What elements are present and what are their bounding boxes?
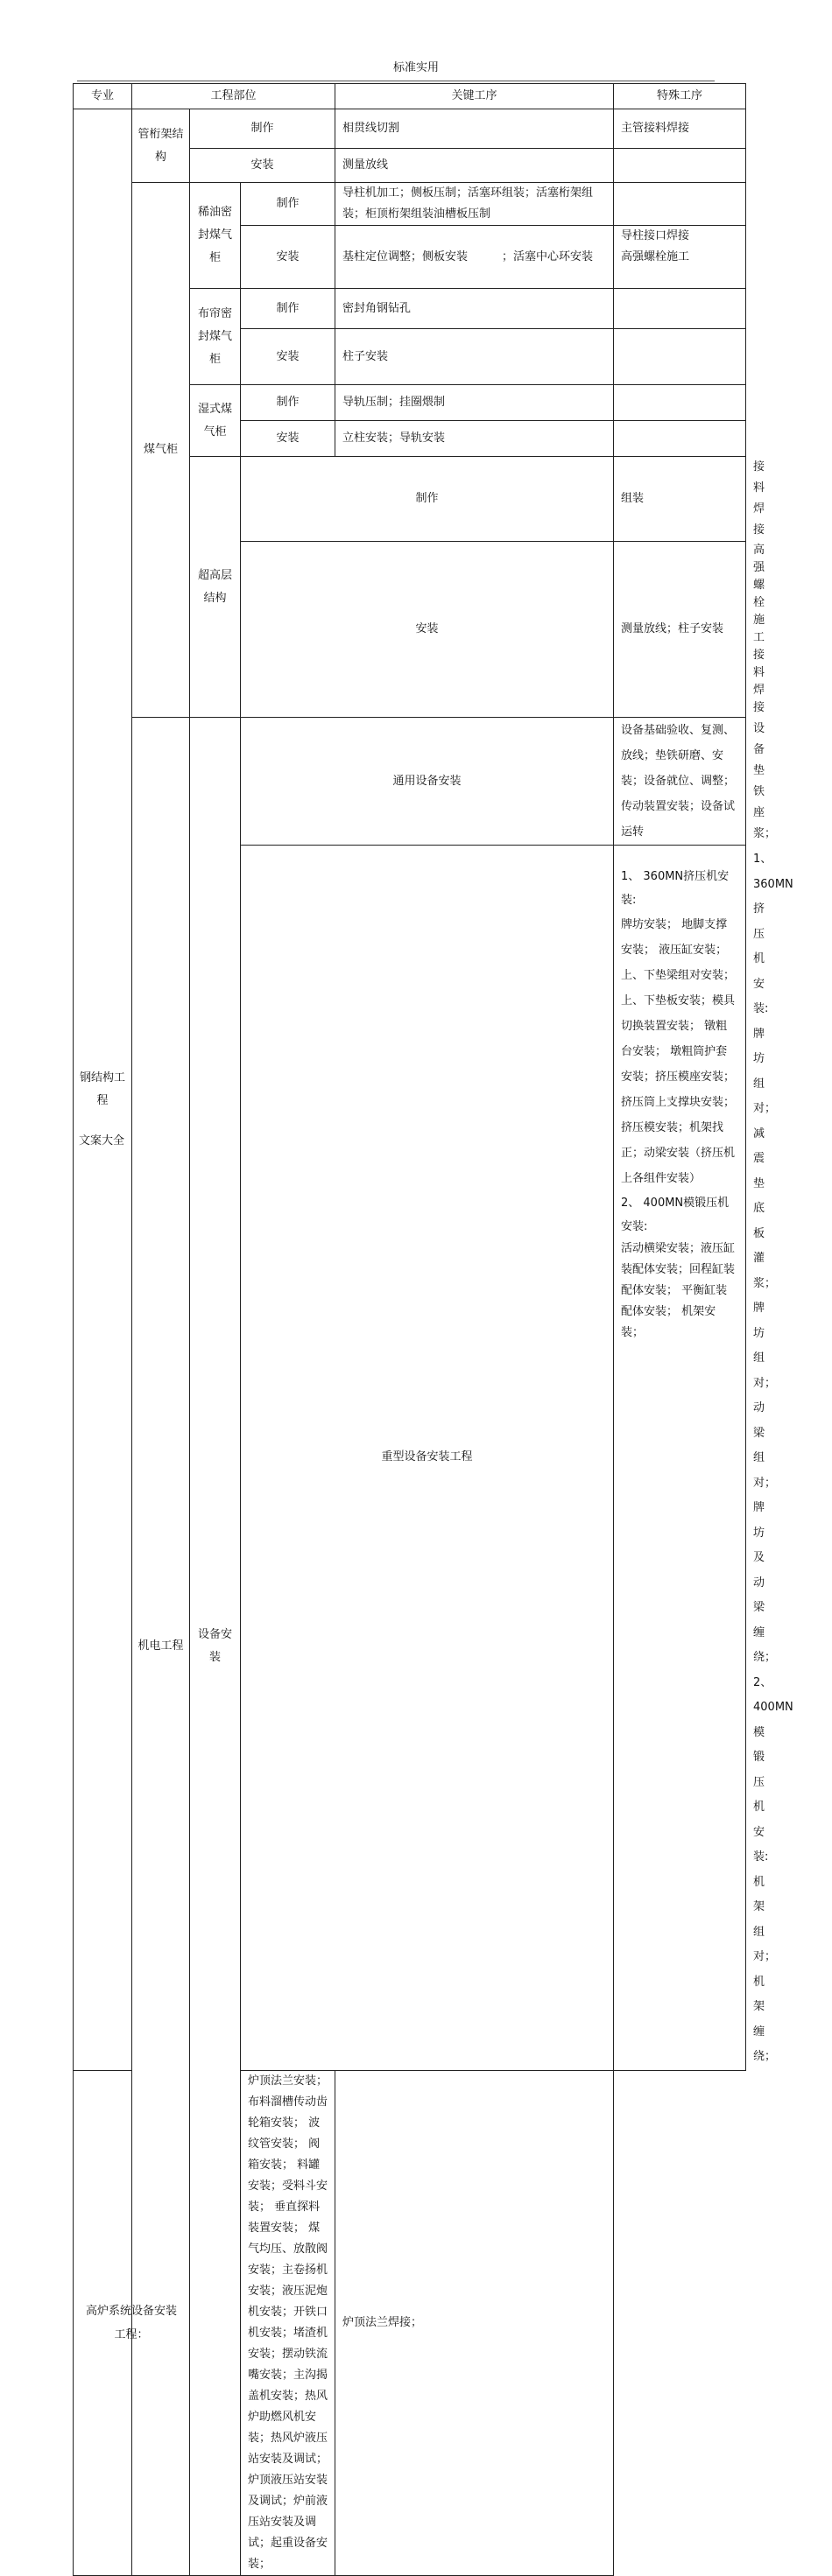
steel-category-cell: 钢结构工程 [74, 109, 132, 2071]
oil-seal-install-special [614, 226, 746, 289]
equipment-install-cell: 设备安装 [190, 718, 241, 2576]
oil-seal-install-label: 安装 [241, 226, 335, 289]
wet-install-special [614, 421, 746, 457]
oil-seal-make-special [614, 183, 746, 226]
curtain-seal-install-label: 安装 [241, 329, 335, 385]
table-row [74, 2070, 746, 2575]
curtain-seal-install-special [614, 329, 746, 385]
table-row: 机电工程 设备安装 通用设备安装 设备基础验收、复测、放线；垫铁研磨、安装；设备就位、调整；传动装置安装；设备试运转 设备垫铁座浆； [74, 718, 746, 846]
oil-seal-holder-cell: 稀油密封煤气柜 [190, 183, 241, 289]
heavy-key-item-1-body: 牌坊安装； 地脚支撑安装； 液压缸安装； 上、下垫梁组对安装；上、下垫板安装；模具切换装置安装； 镦粗台安装； 墩粗筒护套安装；挤压模座安装；挤压筒上支撑块安装；挤压模安装；机架找正；动梁安装（挤压机上各组件安装） [621, 918, 736, 1185]
header-key-process: 关键工序 [335, 84, 614, 109]
table-header-row [74, 84, 746, 109]
blast-furnace-key: 炉顶法兰安装；布料溜槽传动齿轮箱安装； 波纹管安装； 阀箱安装； 料罐安装；受料斗安装； 垂直探料装置安装； 煤气均压、放散阀安装；主卷扬机安装；液压泥炮机安装；开铁口机安装；堵渣机安装；摆动铁流嘴安装；主沟揭盖机安装；热风炉助燃风机安装；热风炉液压站安装及调试；炉顶液压站安装及调试；炉前液压站安装及调试；起重设备安装； [241, 2070, 335, 2575]
high-rise-install-key: 测量放线；柱子安装 [614, 542, 746, 718]
heavy-equipment-key [614, 846, 746, 2071]
wet-make-label: 制作 [241, 385, 335, 421]
oil-seal-special-line-1: 导柱接口焊接 [621, 229, 690, 242]
table-row: 安装 测量放线；柱子安装 高强螺栓施工 接料焊接 [74, 542, 746, 718]
header-location: 工程部位 [132, 84, 335, 109]
table-row [74, 183, 746, 226]
heavy-key-item-2-title: 2、 400MN模锻压机安装: [621, 1197, 730, 1233]
curtain-seal-make-special [614, 289, 746, 329]
wet-install-key: 立柱安装；导轨安装 [335, 421, 614, 457]
header-special-process: 特殊工序 [614, 84, 746, 109]
oil-seal-install-key: 基柱定位调整；侧板安装 ；活塞中心环安装 [335, 226, 614, 289]
table-row: 超高层结构 制作 组装 接料焊接 [74, 457, 746, 542]
page-footer-text: 文案大全 [79, 1134, 125, 1148]
wet-install-label: 安装 [241, 421, 335, 457]
curtain-seal-install-key: 柱子安装 [335, 329, 614, 385]
pipe-truss-install-label: 安装 [190, 149, 335, 183]
pipe-truss-install-key: 测量放线 [335, 149, 614, 183]
curtain-seal-make-key: 密封角钢钻孔 [335, 289, 614, 329]
high-rise-install-label: 安装 [241, 542, 614, 718]
blast-furnace-label: 高炉系统设备安装工程： [74, 2070, 190, 2575]
curtain-seal-holder-cell: 布帘密封煤气柜 [190, 289, 241, 385]
table-row: 重型设备安装工程 1、 360MN挤压机安装: 牌坊安装； 地脚支撑安装； 液压缸安装； 上、下垫梁组对安装；上、下垫板安装；模具切换装置安装； 镦粗台安装； 墩粗筒护套安装；挤压模座安装；挤压筒上支撑块安装；挤压模安装；机架找正；动梁安装（挤压机上各组件安装） 2、 400MN模锻压机安装: 活动横梁安装；液压缸装配体安装；回程缸装配体安装； 平衡缸装配体安装； 机架安装； 1、 360MN挤压机安装: 牌坊组对；减震垫底板灌浆；牌坊组对；动梁组对；牌坊及动梁缠绕； 2、 400MN模锻压机安装: 机架组对；机架缠绕； [74, 846, 746, 2071]
heavy-key-item-2-body: 活动横梁安装；液压缸装配体安装；回程缸装配体安装； 平衡缸装配体安装； 机架安装； [621, 1242, 736, 1339]
general-equipment-label: 通用设备安装 [241, 718, 614, 846]
page-header-title: 标准实用 [392, 61, 439, 74]
pipe-truss-install-special [614, 149, 746, 183]
wet-make-key: 导轨压制；挂圈煨制 [335, 385, 614, 421]
pipe-truss-make-label: 制作 [190, 109, 335, 149]
heavy-equipment-label: 重型设备安装工程 [241, 846, 614, 2071]
table-row [74, 109, 746, 149]
wet-make-special [614, 385, 746, 421]
high-rise-make-key: 组装 [614, 457, 746, 542]
oil-seal-special-line-2: 高强螺栓施工 [621, 250, 690, 263]
process-table [73, 83, 793, 2576]
high-rise-make-label: 制作 [241, 457, 614, 542]
pipe-truss-make-special: 主管接料焊接 [614, 109, 746, 149]
header-major: 专业 [74, 84, 132, 109]
gas-holder-cell: 煤气柜 [132, 183, 190, 718]
high-rise-cell: 超高层结构 [190, 457, 241, 718]
pipe-truss-cell: 管桁架结构 [132, 109, 190, 183]
heavy-key-item-1-title: 1、 360MN挤压机安装: [621, 870, 730, 907]
mep-category-cell: 机电工程 [132, 718, 190, 2576]
oil-seal-make-key: 导柱机加工；侧板压制；活塞环组装；活塞桁架组装；柜顶桁架组装油槽板压制 [335, 183, 614, 226]
pipe-truss-make-key: 相贯线切割 [335, 109, 614, 149]
curtain-seal-make-label: 制作 [241, 289, 335, 329]
general-equipment-key: 设备基础验收、复测、放线；垫铁研磨、安装；设备就位、调整；传动装置安装；设备试运转 [614, 718, 746, 846]
blast-furnace-special: 炉顶法兰焊接； [335, 2070, 614, 2575]
wet-holder-cell: 湿式煤气柜 [190, 385, 241, 457]
oil-seal-make-label: 制作 [241, 183, 335, 226]
